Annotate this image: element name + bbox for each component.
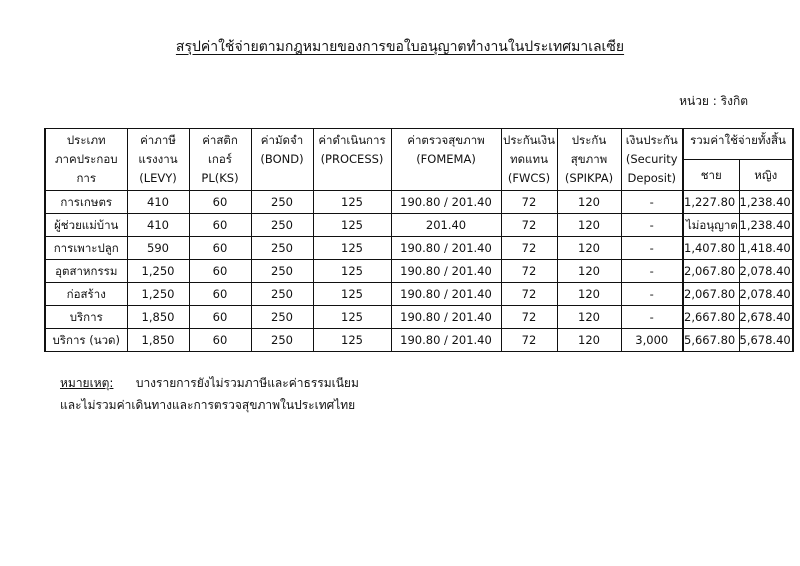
cell-bond: 250 [251,237,313,260]
cell-fwcs: 72 [501,237,557,260]
footnote-line-2: และไม่รวมค่าเดินทางและการตรวจสุขภาพในประเทศไทย [60,398,356,412]
cell-spikpa: 120 [557,237,621,260]
cell-deposit: - [621,237,683,260]
cell-male: 5,667.80 [683,329,739,352]
document-title: สรุปค่าใช้จ่ายตามกฎหมายของการขอใบอนุญาตทำงานในประเทศมาเลเซีย [175,39,625,55]
header-total: รวมค่าใช้จ่ายทั้งสิ้น [683,129,793,160]
cell-type: ผู้ช่วยแม่บ้าน [45,214,127,237]
header-deposit: เงินประกัน (Security Deposit) [621,129,683,191]
table-row [45,329,793,352]
header-fomema: ค่าตรวจสุขภาพ (FOMEMA) [391,129,501,191]
header-levy: ค่าภาษี แรงงาน (LEVY) [127,129,189,191]
cell-male: 1,407.80 [683,237,739,260]
cell-sticker: 60 [189,329,251,352]
footnote [60,372,359,416]
cell-type: การเพาะปลูก [45,237,127,260]
cell-deposit: - [621,283,683,306]
table-row [45,283,793,306]
cell-sticker: 60 [189,260,251,283]
cell-sticker: 60 [189,191,251,214]
cell-fomema: 201.40 [391,214,501,237]
header-fwcs: ประกันเงิน ทดแทน (FWCS) [501,129,557,191]
footnote-label: หมายเหตุ: [60,376,114,390]
cell-fwcs: 72 [501,329,557,352]
cell-levy: 1,850 [127,329,189,352]
cell-process: 125 [313,191,391,214]
cell-female: 1,418.40 [739,237,793,260]
cell-spikpa: 120 [557,329,621,352]
table-row [45,306,793,329]
table-row [45,191,793,214]
cell-levy: 1,850 [127,306,189,329]
cell-spikpa: 120 [557,306,621,329]
cell-sticker: 60 [189,237,251,260]
cell-type: บริการ (นวด) [45,329,127,352]
fee-table [44,128,794,352]
cell-male: 2,667.80 [683,306,739,329]
cell-levy: 410 [127,191,189,214]
cell-bond: 250 [251,306,313,329]
cell-bond: 250 [251,191,313,214]
cell-fwcs: 72 [501,191,557,214]
cell-levy: 1,250 [127,260,189,283]
cell-female: 2,678.40 [739,306,793,329]
cell-process: 125 [313,214,391,237]
cell-spikpa: 120 [557,214,621,237]
cell-bond: 250 [251,214,313,237]
header-type: ประเภท ภาคประกอบการ [45,129,127,191]
cell-female: 2,078.40 [739,260,793,283]
cell-process: 125 [313,260,391,283]
cell-spikpa: 120 [557,260,621,283]
cell-female: 2,078.40 [739,283,793,306]
table-row [45,237,793,260]
cell-bond: 250 [251,260,313,283]
cell-process: 125 [313,237,391,260]
cell-fomema: 190.80 / 201.40 [391,237,501,260]
cell-process: 125 [313,306,391,329]
cell-fwcs: 72 [501,260,557,283]
table-row [45,214,793,237]
cell-deposit: - [621,214,683,237]
cell-deposit: - [621,191,683,214]
cell-deposit: - [621,306,683,329]
cell-fwcs: 72 [501,306,557,329]
header-sticker: ค่าสติก เกอร์ PL(KS) [189,129,251,191]
cell-process: 125 [313,329,391,352]
cell-levy: 410 [127,214,189,237]
cell-female: 1,238.40 [739,214,793,237]
cell-male: ไม่อนุญาต [683,214,739,237]
cell-female: 5,678.40 [739,329,793,352]
cell-sticker: 60 [189,214,251,237]
cell-male: 2,067.80 [683,260,739,283]
cell-male: 2,067.80 [683,283,739,306]
cell-female: 1,238.40 [739,191,793,214]
header-process: ค่าดำเนินการ (PROCESS) [313,129,391,191]
cell-deposit: - [621,260,683,283]
cell-sticker: 60 [189,283,251,306]
cell-bond: 250 [251,329,313,352]
header-bond: ค่ามัดจำ (BOND) [251,129,313,191]
cell-spikpa: 120 [557,191,621,214]
cell-bond: 250 [251,283,313,306]
cell-levy: 1,250 [127,283,189,306]
cell-fomema: 190.80 / 201.40 [391,329,501,352]
header-row [45,129,793,160]
cell-fwcs: 72 [501,283,557,306]
cell-fomema: 190.80 / 201.40 [391,283,501,306]
header-female: หญิง [739,160,793,191]
header-spikpa: ประกัน สุขภาพ (SPIKPA) [557,129,621,191]
table-row [45,260,793,283]
cell-fomema: 190.80 / 201.40 [391,306,501,329]
currency-unit: หน่วย : ริงกิต [679,94,748,108]
cell-sticker: 60 [189,306,251,329]
cell-levy: 590 [127,237,189,260]
cell-deposit: 3,000 [621,329,683,352]
cell-type: ก่อสร้าง [45,283,127,306]
cell-type: การเกษตร [45,191,127,214]
cell-type: อุตสาหกรรม [45,260,127,283]
cell-fwcs: 72 [501,214,557,237]
cell-fomema: 190.80 / 201.40 [391,260,501,283]
cell-type: บริการ [45,306,127,329]
header-male: ชาย [683,160,739,191]
footnote-line-1: บางรายการยังไม่รวมภาษีและค่าธรรมเนียม [135,376,359,390]
cell-process: 125 [313,283,391,306]
cell-male: 1,227.80 [683,191,739,214]
cell-fomema: 190.80 / 201.40 [391,191,501,214]
cell-spikpa: 120 [557,283,621,306]
